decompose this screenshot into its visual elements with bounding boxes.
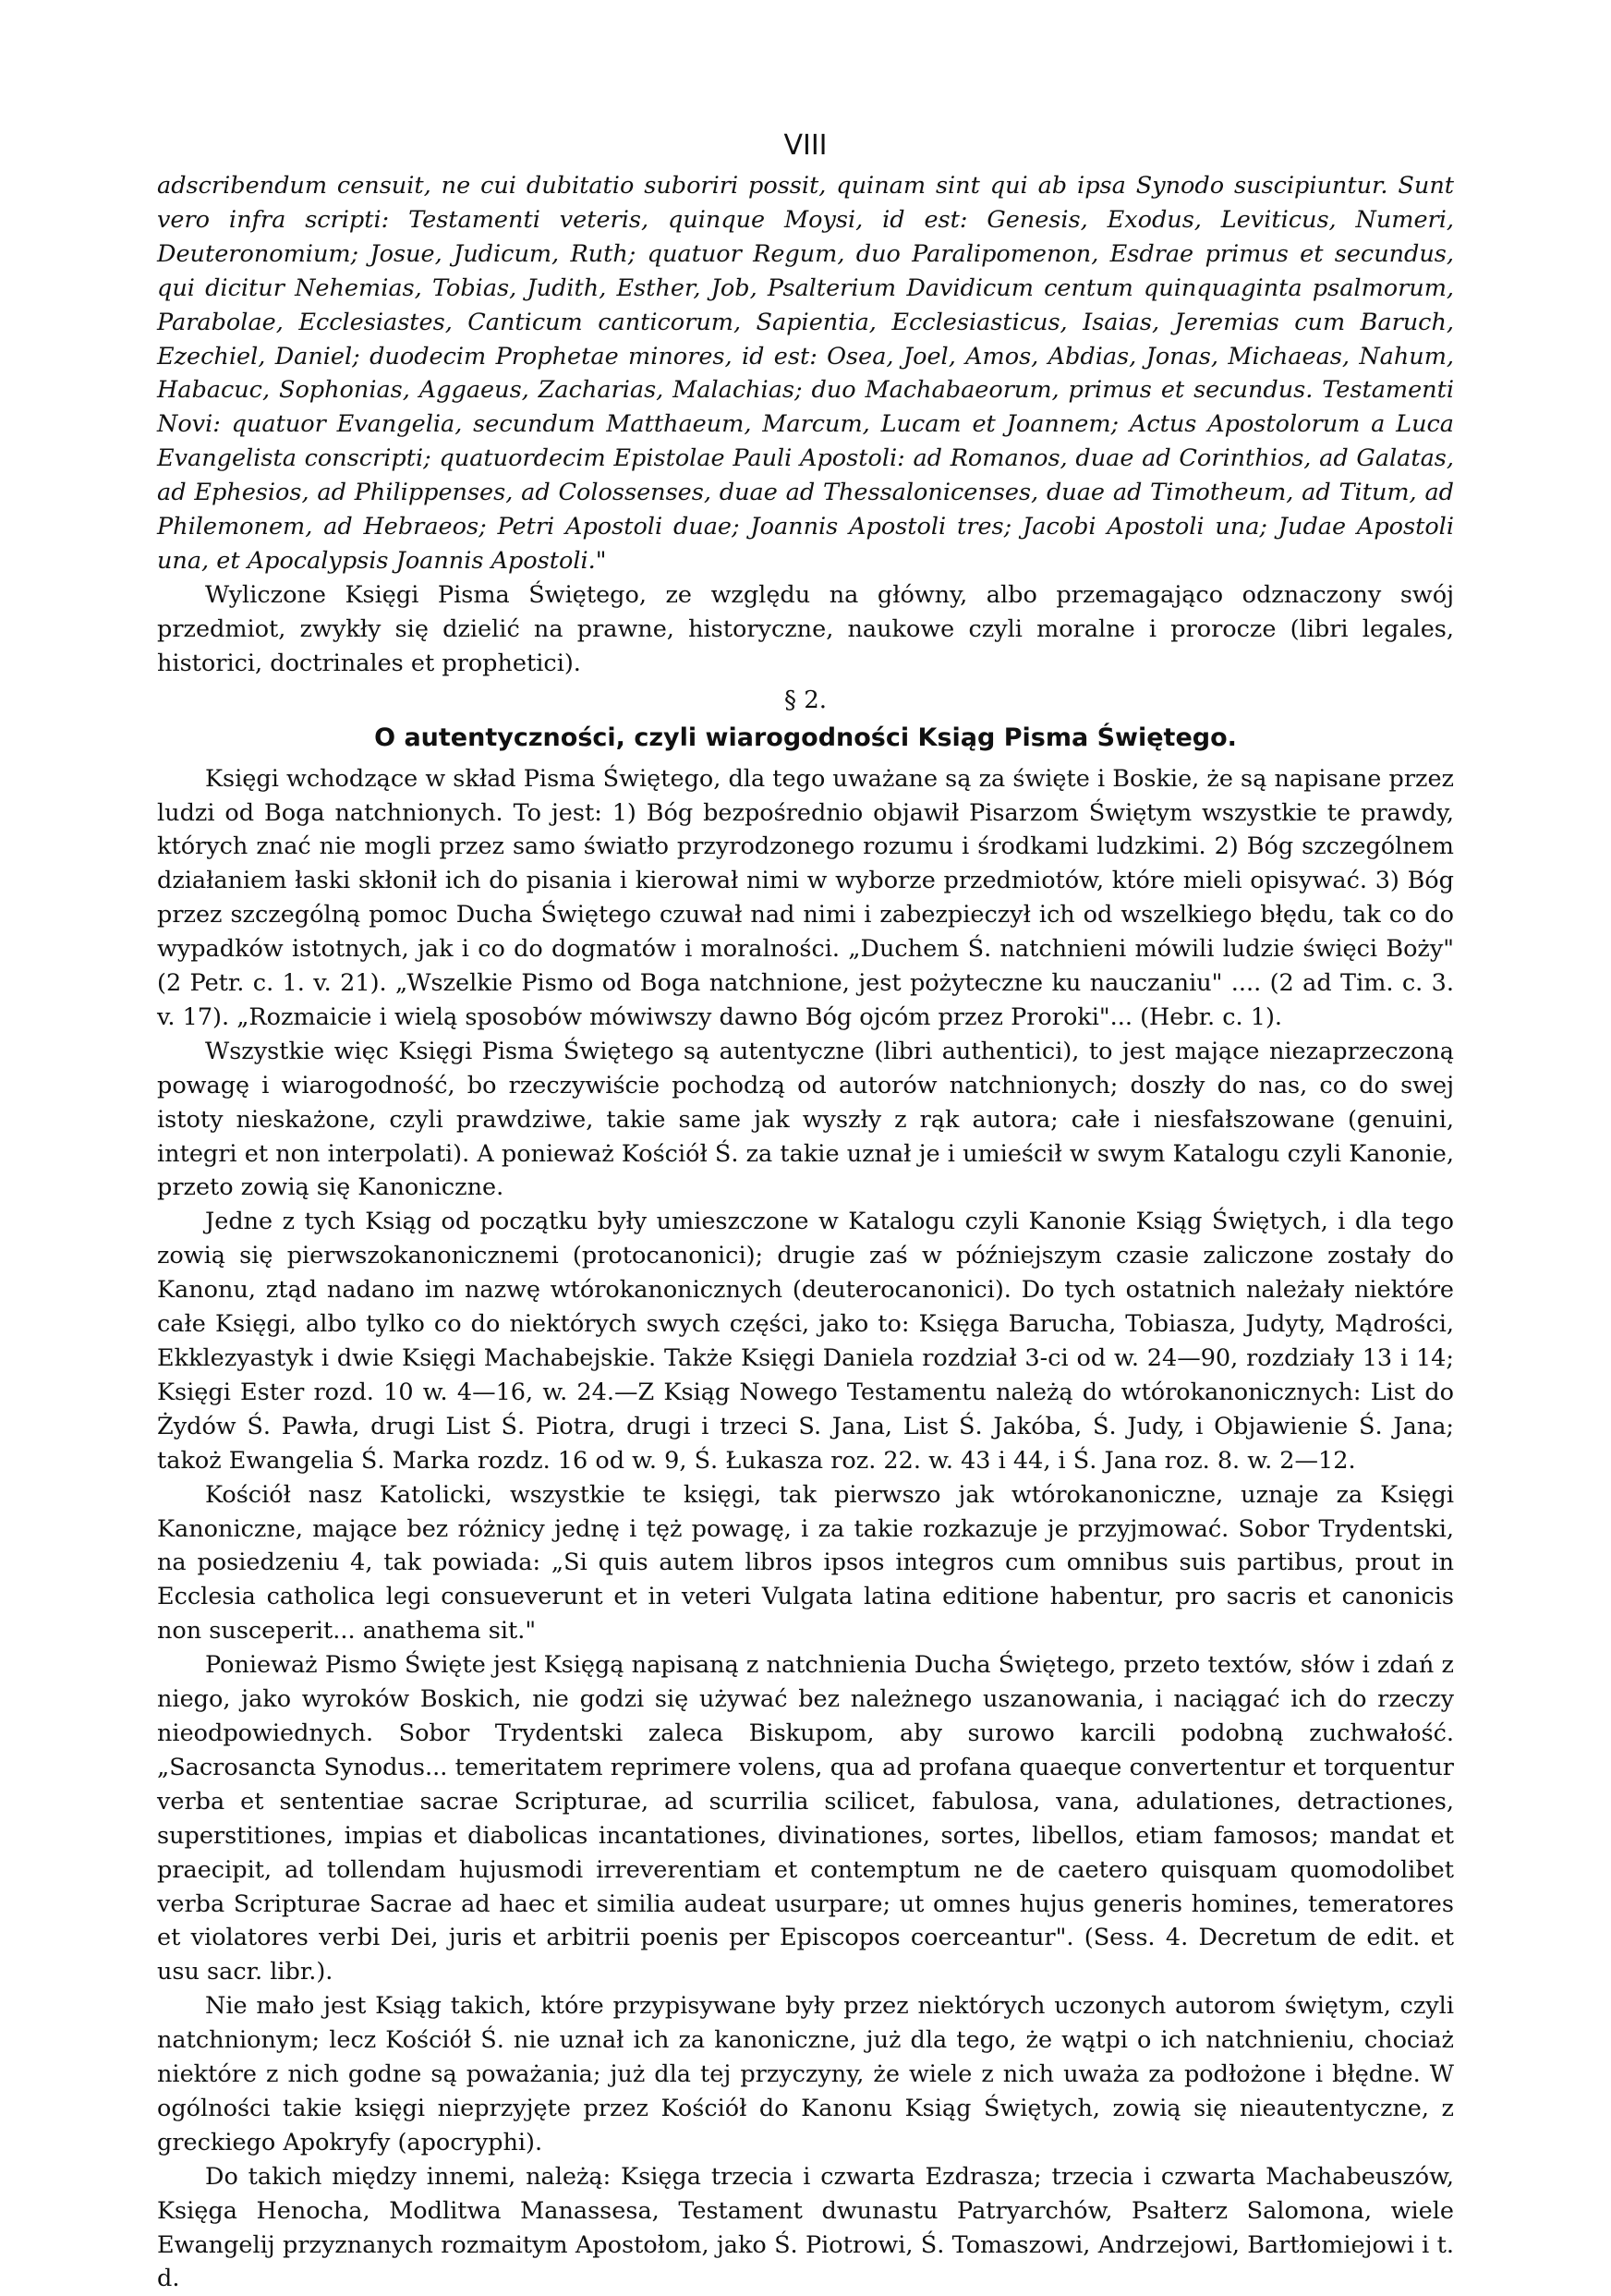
apocrypha-paragraph: Nie mało jest Ksiąg takich, które przypisywane były przez niektórych uczonych autorom świętym, czyli natchnionym; lecz Kościół Ś. nie uznał ich za kanoniczne, już dla tego, że wątpi o ich natchnieniu, chociaż niektóre z nich godne są poważania; już dla tej przyczyny, że wiele z nich uważa za podłożone i błędne. W ogólności takie księgi nieprzyjęte przez Kościół do Kanonu Ksiąg Świętych, zowią się nieautentyczne, z greckiego Apokryfy (apocryphi). [157,1992,1454,2156]
page-number: VIII [783,129,828,162]
inspiration-paragraph: Księgi wchodzące w skład Pisma Świętego, dla tego uważane są za święte i Boskie, że są napisane przez ludzi od Boga natchnionych. To jest: 1) Bóg bezpośrednio objawił Pisarzom Świętym wszystkie te prawdy, których znać nie mogli przez samo światło przyrodzonego rozumu i środkami ludzkimi. 2) Bóg szczególnem działaniem łaski skłonił ich do pisania i kierował nimi w wyborze przedmiotów, które mieli opisywać. 3) Bóg przez szczególną pomoc Ducha Świętego czuwał nad nimi i zabezpieczył ich od wszelkiego błędu, tak co do wypadków istotnych, jak i co do dogmatów i moralności. „Duchem Ś. natchnieni mówili ludzie święci Boży" (2 Petr. c. 1. v. 21). „Wszelkie Pismo od Boga natchnione, jest pożyteczne ku nauczaniu" .... (2 ad Tim. c. 3. v. 17). „Rozmaicie i wielą sposobów mówiwszy dawno Bóg ojcóm przez Proroki"... (Hebr. c. 1). [157,764,1454,1031]
section-title: O autentyczności, czyli wiarogodności Ksiąg Pisma Świętego. [374,723,1237,752]
trent-council-paragraph: Kościół nasz Katolicki, wszystkie te księgi, tak pierwszo jak wtórokanoniczne, uznaje za Księgi Kanoniczne, mające bez różnicy jednę i tęż powagę, i za takie rozkazuje je przyjmować. Sobor Trydentski, na posiedzeniu 4, tak powiada: „Si quis autem libros ipsos integros cum omnibus suis partibus, prout in Ecclesia catholica legi consueverunt et in veteri Vulgata latina editione habentur, pro sacris et canonicis non susceperit... anathema sit." [157,1480,1454,1646]
scripture-respect-paragraph: Ponieważ Pismo Święte jest Księgą napisaną z natchnienia Ducha Świętego, przeto textów, słów i zdań z niego, jako wyroków Boskich, nie godzi się używać bez należnego uszanowania, i naciągać ich do rzeczy nieodpowiednych. Sobor Trydentski zaleca Biskupom, aby surowo karcili podobną zuchwałość. „Sacrosancta Synodus... temeritatem reprimere volens, qua ad profana quaeque convertentur et torquentur verba et sententiae sacrae Scripturae, ad scurrilia scilicet, fabulosa, vana, adulationes, detractiones, superstitiones, impias et diabolicas incantationes, divinationes, sortes, libellos, etiam famosos; mandat et praecipit, ad tollendam hujusmodi irreverentiam et contemptum ne de caetero quisquam quomodolibet verba Scripturae Sacrae ad haec et similia audeat usurpare; ut omnes hujus generis homines, temeratores et violatores verbi Dei, juris et arbitrii poenis per Episcopos coerceantur". (Sess. 4. Decretum de edit. et usu sacr. libr.). [157,1651,1454,1986]
authenticity-paragraph: Wszystkie więc Księgi Pisma Świętego są autentyczne (libri authentici), to jest mające niezaprzeczoną powagę i wiarogodność, bo rzeczywiście pochodzą od autorów natchnionych; doszły do nas, co do swej istoty nieskażone, czyli prawdziwe, takie same jak wyszły z rąk autora; całe i niesfałszowane (genuini, integri et non interpolati). A ponieważ Kościół Ś. za takie uznał je i umieścił w swym Katalogu czyli Kanonie, przeto zowią się Kanoniczne. [157,1037,1454,1202]
apocrypha-list-paragraph: Do takich między innemi, należą: Księga trzecia i czwarta Ezdrasza; trzecia i czwarta Machabeuszów, Księga Henocha, Modlitwa Manassesa, Testament dwunastu Patryarchów, Psałterz Salomona, wiele Ewangelij przyznanych rozmaitym Apostołom, jako Ś. Piotrowi, Ś. Tomaszowi, Andrzejowi, Bartłomiejowi i t. d. [157,2162,1454,2293]
book-classification-paragraph: Wyliczone Księgi Pisma Świętego, ze względu na główny, albo przemagająco odznaczony swój przedmiot, zwykły się dzielić na prawne, historyczne, naukowe czyli moralne i prorocze (libri legales, historici, doctrinales et prophetici). [157,580,1454,677]
deuterocanonical-paragraph: Jedne z tych Ksiąg od początku były umieszczone w Katalogu czyli Kanonie Ksiąg Świętych, i dla tego zowią się pierwszokanonicznemi (protocanonici); drugie zaś w późniejszym czasie zaliczone zostały do Kanonu, ztąd nadano im nazwę wtórokanonicznych (deuterocanonici). Do tych ostatnich należały niektóre całe Księgi, albo tylko co do niektórych swych części, jako to: Księga Barucha, Tobiasza, Judyty, Mądrości, Ekklezyastyk i dwie Księgi Machabejskie. Także Księgi Daniela rozdział 3-ci od w. 24—90, rozdziały 13 i 14; Księgi Ester rozd. 10 w. 4—16, w. 24.—Z Ksiąg Nowego Testamentu należą do wtórokanonicznych: List do Żydów Ś. Pawła, drugi List Ś. Piotra, drugi i trzeci S. Jana, List Ś. Jakóba, Ś. Judy, i Objawienie Ś. Jana; takoż Ewangelia Ś. Marka rozdz. 16 od w. 9, Ś. Łukasza roz. 22. w. 43 i 44, i Ś. Jana roz. 8. w. 2—12. [157,1208,1454,1475]
latin-canon-list-paragraph: adscribendum censuit, ne cui dubitatio suboriri possit, quinam sint qui ab ipsa Synodo suscipiuntur. Sunt vero infra scripti: Testamenti veteris, quinque Moysi, id est: Genesis, Exodus, Leviticus, Numeri, Deuteronomium; Josue, Judicum, Ruth; quatuor Regum, duo Paralipomenon, Esdrae primus et secundus, qui dicitur Nehemias, Tobias, Judith, Esther, Job, Psalterium Davidicum centum quinquaginta psalmorum, Parabolae, Ecclesiastes, Canticum canticorum, Sapientia, Ecclesiasticus, Isaias, Jeremias cum Baruch, Ezechiel, Daniel; duodecim Prophetae minores, id est: Osea, Joel, Amos, Abdias, Jonas, Michaeas, Nahum, Habacuc, Sophonias, Aggaeus, Zacharias, Malachias; duo Machabaeorum, primus et secundus. Testamenti Novi: quatuor Evangelia, secundum Matthaeum, Marcum, Lucam et Joannem; Actus Apostolorum a Luca Evangelista conscripti; quatuordecim Epistolae Pauli Apostoli: ad Romanos, duae ad Corinthios, ad Galatas, ad Ephesios, ad Philippenses, ad Colossenses, duae ad Thessalonicenses, duae ad Timotheum, ad Titum, ad Philemonem, ad Hebraeos; Petri Apostoli duae; Joannis Apostoli tres; Jacobi Apostoli una; Judae Apostoli una, et Apocalypsis Joannis Apostoli." [157,172,1454,575]
section-number: § 2. [783,686,828,714]
